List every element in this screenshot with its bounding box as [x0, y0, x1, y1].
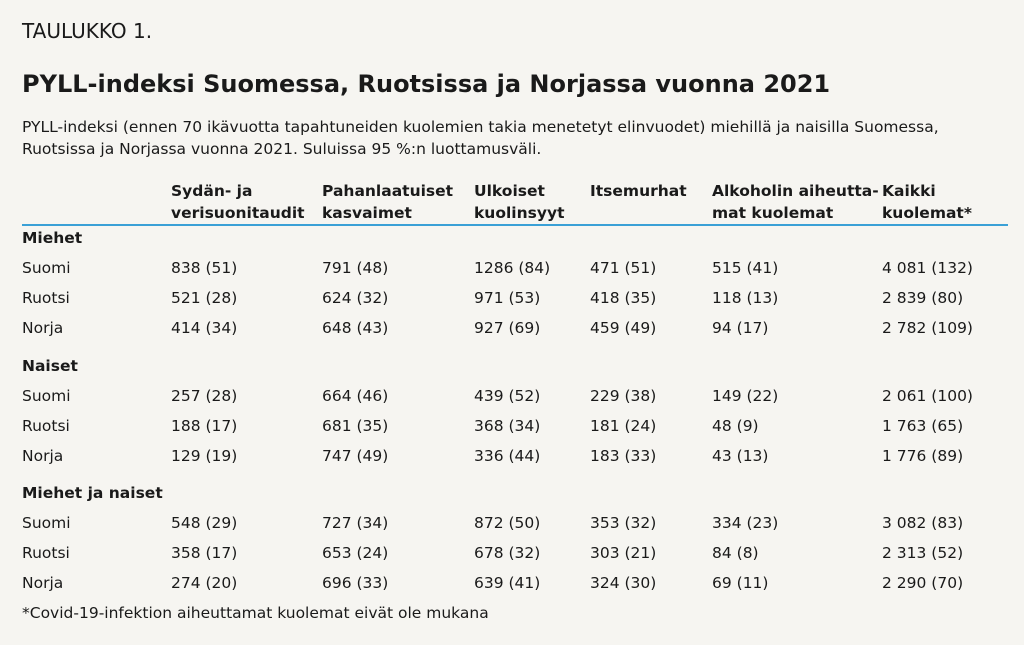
value-cell: 3 082 (83) — [882, 514, 964, 532]
group-heading: Miehet — [22, 229, 83, 247]
value-cell: 118 (13) — [712, 289, 779, 307]
table-title: PYLL-indeksi Suomessa, Ruotsissa ja Norjassa vuonna 2021 — [22, 70, 831, 98]
country-cell: Suomi — [22, 387, 71, 405]
header-divider — [22, 224, 1008, 226]
table-row — [0, 417, 1024, 441]
value-cell: 2 782 (109) — [882, 319, 973, 337]
country-cell: Ruotsi — [22, 417, 70, 435]
value-cell: 678 (32) — [474, 544, 541, 562]
value-cell: 471 (51) — [590, 259, 657, 277]
footnote: *Covid-19-infektion aiheuttamat kuolemat eivät ole mukana — [22, 604, 489, 622]
header-cancer: Pahanlaatuiset kasvaimet — [322, 182, 454, 222]
value-cell: 648 (43) — [322, 319, 389, 337]
value-cell: 2 313 (52) — [882, 544, 964, 562]
value-cell: 653 (24) — [322, 544, 389, 562]
value-cell: 515 (41) — [712, 259, 779, 277]
value-cell: 188 (17) — [171, 417, 238, 435]
value-cell: 1 763 (65) — [882, 417, 964, 435]
header-alcohol-deaths: Alkoholin aiheutta- mat kuolemat — [712, 182, 879, 222]
value-cell: 872 (50) — [474, 514, 541, 532]
value-cell: 129 (19) — [171, 447, 238, 465]
value-cell: 548 (29) — [171, 514, 238, 532]
value-cell: 353 (32) — [590, 514, 657, 532]
value-cell: 324 (30) — [590, 574, 657, 592]
value-cell: 521 (28) — [171, 289, 238, 307]
header-suicides: Itsemurhat — [590, 182, 687, 200]
country-cell: Norja — [22, 319, 64, 337]
value-cell: 257 (28) — [171, 387, 238, 405]
value-cell: 791 (48) — [322, 259, 389, 277]
value-cell: 696 (33) — [322, 574, 389, 592]
country-cell: Suomi — [22, 514, 71, 532]
table-row — [0, 447, 1024, 471]
value-cell: 181 (24) — [590, 417, 657, 435]
value-cell: 2 061 (100) — [882, 387, 973, 405]
value-cell: 2 839 (80) — [882, 289, 964, 307]
value-cell: 664 (46) — [322, 387, 389, 405]
value-cell: 358 (17) — [171, 544, 238, 562]
table-label: TAULUKKO 1. — [22, 19, 153, 43]
value-cell: 971 (53) — [474, 289, 541, 307]
group-heading: Miehet ja naiset — [22, 484, 163, 502]
value-cell: 229 (38) — [590, 387, 657, 405]
value-cell: 368 (34) — [474, 417, 541, 435]
value-cell: 48 (9) — [712, 417, 759, 435]
table-row — [0, 259, 1024, 283]
country-cell: Ruotsi — [22, 289, 70, 307]
value-cell: 414 (34) — [171, 319, 238, 337]
table-subtitle: PYLL-indeksi (ennen 70 ikävuotta tapahtuneiden kuolemien takia menetetyt elinvuodet) miehillä ja naisilla Suomessa, Ruotsissa ja Norjassa vuonna 2021. Suluissa 95 %:n luottamusväli. — [22, 118, 939, 158]
value-cell: 681 (35) — [322, 417, 389, 435]
value-cell: 43 (13) — [712, 447, 769, 465]
header-external-causes: Ulkoiset kuolinsyyt — [474, 182, 565, 222]
value-cell: 747 (49) — [322, 447, 389, 465]
value-cell: 84 (8) — [712, 544, 759, 562]
value-cell: 838 (51) — [171, 259, 238, 277]
value-cell: 303 (21) — [590, 544, 657, 562]
value-cell: 94 (17) — [712, 319, 769, 337]
value-cell: 418 (35) — [590, 289, 657, 307]
table-row — [0, 574, 1024, 598]
value-cell: 336 (44) — [474, 447, 541, 465]
value-cell: 639 (41) — [474, 574, 541, 592]
value-cell: 274 (20) — [171, 574, 238, 592]
value-cell: 1 776 (89) — [882, 447, 964, 465]
value-cell: 439 (52) — [474, 387, 541, 405]
value-cell: 334 (23) — [712, 514, 779, 532]
value-cell: 624 (32) — [322, 289, 389, 307]
group-heading: Naiset — [22, 357, 78, 375]
value-cell: 149 (22) — [712, 387, 779, 405]
value-cell: 4 081 (132) — [882, 259, 973, 277]
value-cell: 459 (49) — [590, 319, 657, 337]
value-cell: 69 (11) — [712, 574, 769, 592]
header-all-deaths: Kaikki kuolemat* — [882, 182, 972, 222]
table-row — [0, 289, 1024, 313]
country-cell: Norja — [22, 574, 64, 592]
table-row — [0, 319, 1024, 343]
country-cell: Norja — [22, 447, 64, 465]
country-cell: Ruotsi — [22, 544, 70, 562]
country-cell: Suomi — [22, 259, 71, 277]
value-cell: 927 (69) — [474, 319, 541, 337]
value-cell: 1286 (84) — [474, 259, 551, 277]
value-cell: 183 (33) — [590, 447, 657, 465]
header-cardiovascular: Sydän- ja verisuonitaudit — [171, 182, 305, 222]
table-row — [0, 544, 1024, 568]
table-row — [0, 514, 1024, 538]
table-row — [0, 387, 1024, 411]
value-cell: 727 (34) — [322, 514, 389, 532]
value-cell: 2 290 (70) — [882, 574, 964, 592]
